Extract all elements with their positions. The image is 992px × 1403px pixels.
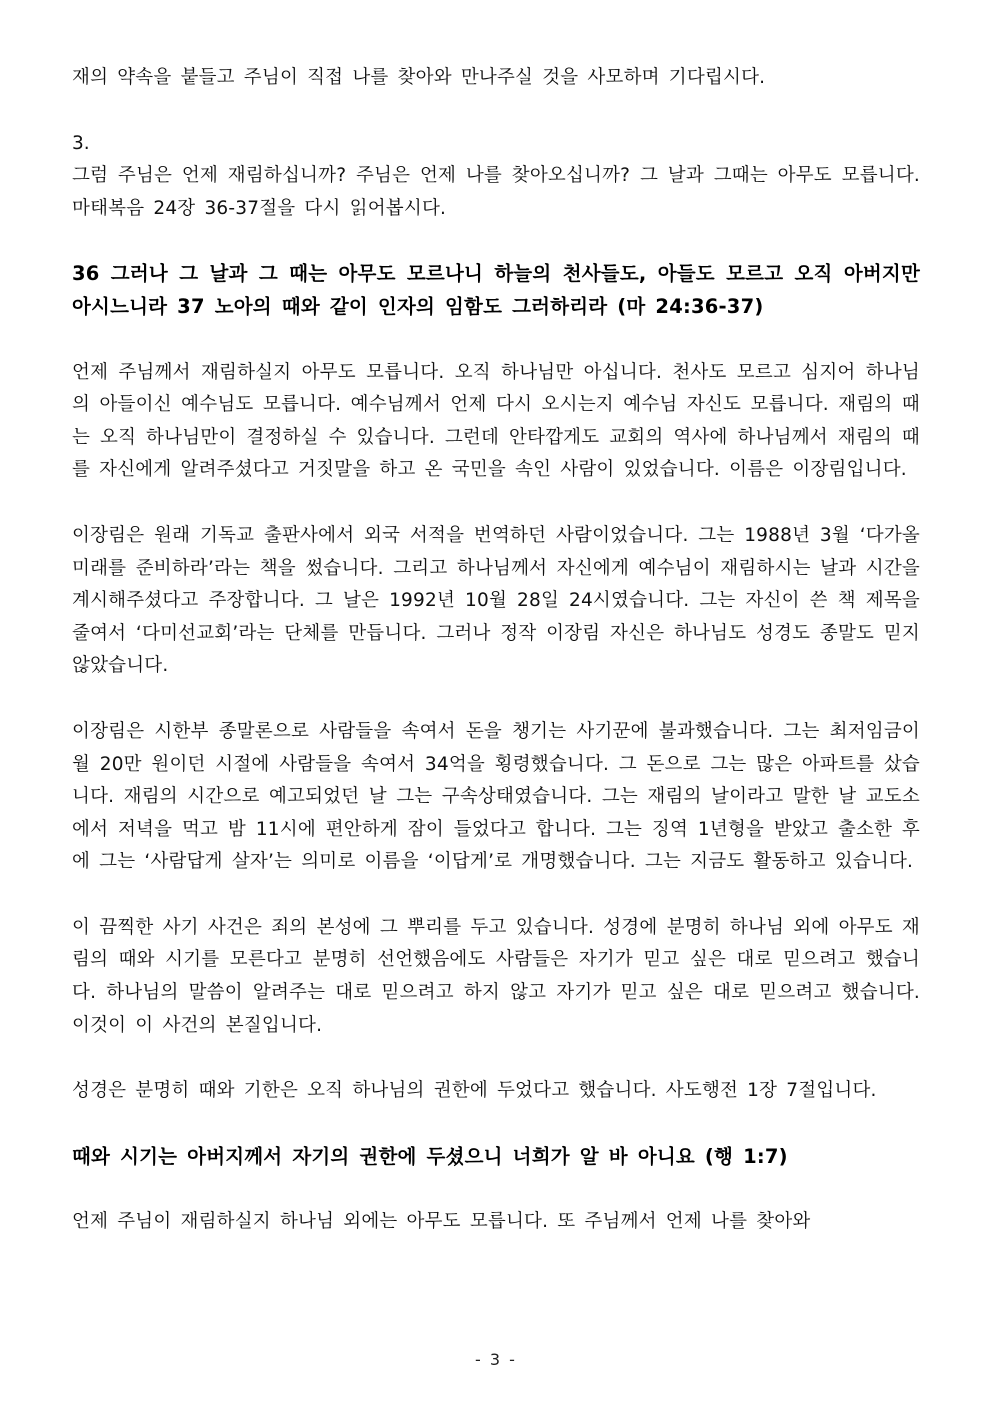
paragraph-fraud: 이장림은 시한부 종말론으로 사람들을 속여서 돈을 챙기는 사기꾼에 불과했습니다. 그는 최저임금이 월 20만 원이던 시절에 사람들을 속여서 34억을 횡령했습니다. 그 돈으로 그는 많은 아파트를 샀습니다. 재림의 시간으로 예고되었던 날 그는 구속상태였습니다. 그는 재림의 날이라고 말한 날 교도소에서 저녁을 먹고 밤 11시에 편안하게 잠이 들었다고 합니다. 그는 징역 1년형을 받았고 출소한 후에 그는 ‘사람답게 살자’는 의미로 이름을 ‘이답게’로 개명했습니다. 그는 지금도 활동하고 있습니다. [72, 720, 920, 873]
paragraph-acts-intro: 성경은 분명히 때와 기한은 오직 하나님의 권한에 두었다고 했습니다. 사도행전 1장 7절입니다. [72, 1080, 877, 1102]
paragraph-question: 그럼 주님은 언제 재림하십니까? 주님은 언제 나를 찾아오십니까? 그 날과 그때는 아무도 모릅니다. 마태복음 24장 36-37절을 다시 읽어봅시다. [72, 165, 920, 219]
scripture-quote-acts: 때와 시기는 아버지께서 자기의 권한에 두셨으니 너희가 알 바 아니요 (행 1:7) [72, 1144, 788, 1168]
paragraph-closing: 언제 주님이 재림하실지 하나님 외에는 아무도 모릅니다. 또 주님께서 언제 나를 찾아와 [72, 1211, 811, 1233]
paragraph-intro: 재의 약속을 붙들고 주님이 직접 나를 찾아와 만나주실 것을 사모하며 기다립시다. [72, 67, 766, 88]
paragraph-no-one-knows: 언제 주님께서 재림하실지 아무도 모릅니다. 오직 하나님만 아십니다. 천사도 모르고 심지어 하나님의 아들이신 예수님도 모릅니다. 예수님께서 언제 다시 오시는지 예수님 자신도 모릅니다. 재림의 때는 오직 하나님만이 결정하실 수 있습니다. 그런데 안타깝게도 교회의 역사에 하나님께서 재림의 때를 자신에게 알려주셨다고 거짓말을 하고 온 국민을 속인 사람이 있었습니다. 이름은 이장림입니다. [72, 361, 920, 481]
document-page [72, 62, 920, 1239]
paragraph-nature-of-sin: 이 끔찍한 사기 사건은 죄의 본성에 그 뿌리를 두고 있습니다. 성경에 분명히 하나님 외에 아무도 재림의 때와 시기를 모른다고 분명히 선언했음에도 사람들은 자기가 믿고 싶은 대로 믿으려고 했습니다. 하나님의 말씀이 알려주는 대로 믿으려고 하지 않고 자기가 믿고 싶은 대로 믿으려고 했습니다. 이것이 이 사건의 본질입니다. [72, 916, 920, 1036]
paragraph-history: 이장림은 원래 기독교 출판사에서 외국 서적을 번역하던 사람이었습니다. 그는 1988년 3월 ‘다가올 미래를 준비하라’라는 책을 썼습니다. 그리고 하나님께서 자신에게 예수님이 재림하시는 날과 시간을 계시해주셨다고 주장합니다. 그 날은 1992년 10월 28일 24시였습니다. 그는 자신이 쓴 책 제목을 줄여서 ‘다미선교회’라는 단체를 만듭니다. 그러나 정작 이장림 자신은 하나님도 성경도 종말도 믿지 않았습니다. [72, 524, 920, 677]
section-number: 3. [72, 132, 90, 154]
page-number: - 3 - [475, 1350, 517, 1369]
scripture-quote-matthew: 36 그러나 그 날과 그 때는 아무도 모르나니 하늘의 천사들도, 아들도 모르고 오직 아버지만 아시느니라 37 노아의 때와 같이 인자의 임함도 그러하리라 (마 24:36-37) [72, 262, 920, 318]
